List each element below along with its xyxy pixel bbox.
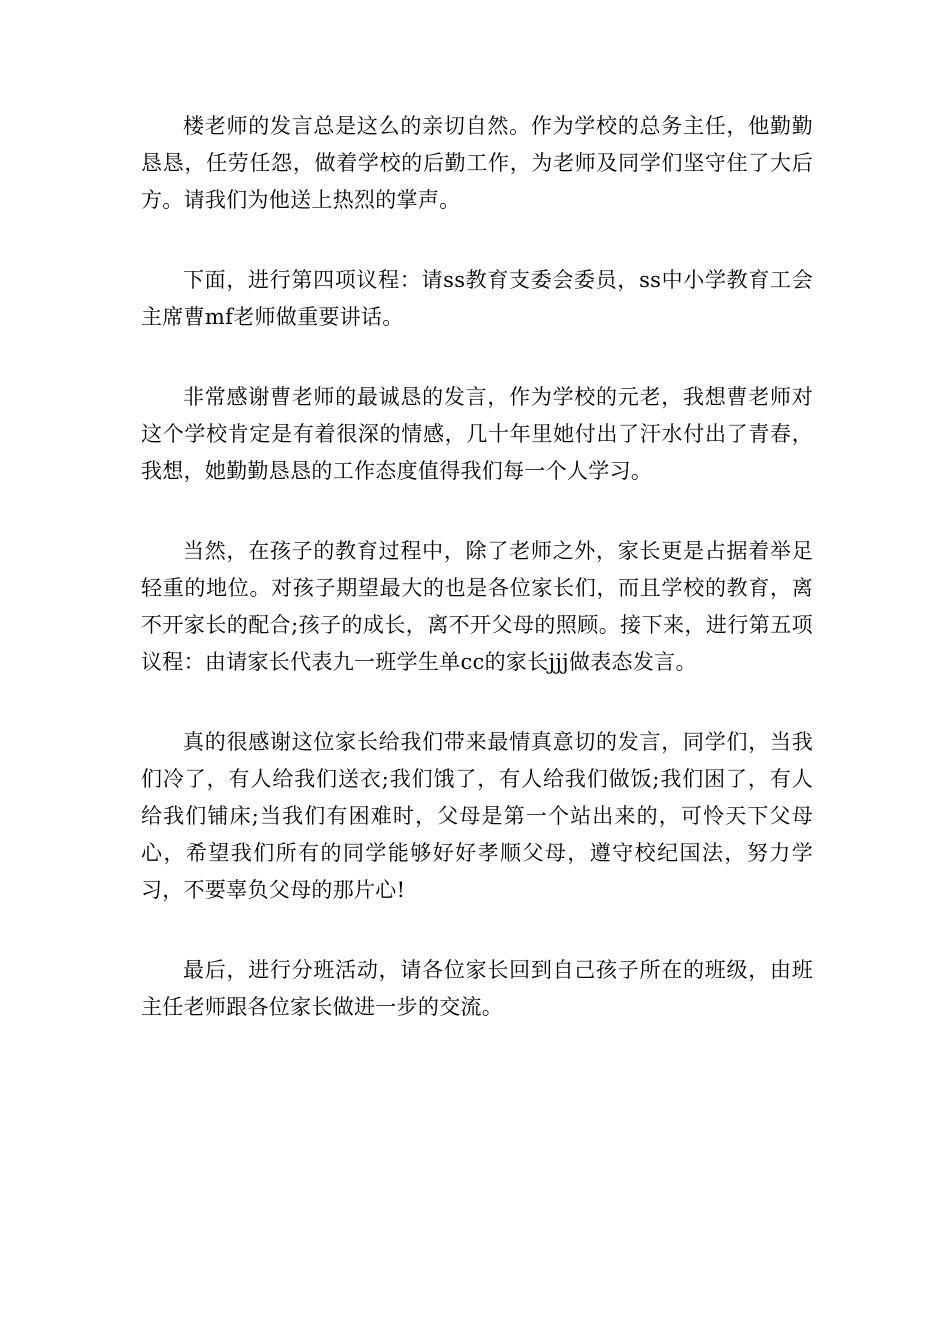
paragraph-5: 真的很感谢这位家长给我们带来最情真意切的发言，同学们，当我们冷了，有人给我们送衣;我们饿了，有人给我们做饭;我们困了，有人给我们铺床;当我们有困难时，父母是第一个站出来的，可怜天下父母心，希望我们所有的同学能够好好孝顺父母，遵守校纪国法，努力学习，不要辜负父母的那片心! bbox=[141, 730, 813, 902]
document-body bbox=[141, 108, 813, 1069]
paragraph-3: 非常感谢曹老师的最诚恳的发言，作为学校的元老，我想曹老师对这个学校肯定是有着很深的情感，几十年里她付出了汗水付出了青春，我想，她勤勤恳恳的工作态度值得我们每一个人学习。 bbox=[141, 385, 813, 483]
paragraph-6: 最后，进行分班活动，请各位家长回到自己孩子所在的班级，由班主任老师跟各位家长做进一步的交流。 bbox=[141, 958, 813, 1019]
paragraph-4: 当然，在孩子的教育过程中，除了老师之外，家长更是占据着举足轻重的地位。对孩子期望最大的也是各位家长们，而且学校的教育，离不开家长的配合;孩子的成长，离不开父母的照顾。接下来，进行第五项议程：由请家长代表九一班学生单cc的家长jjj做表态发言。 bbox=[141, 539, 813, 674]
paragraph-2: 下面，进行第四项议程：请ss教育支委会委员，ss中小学教育工会主席曹mf老师做重要讲话。 bbox=[141, 268, 813, 329]
paragraph-1: 楼老师的发言总是这么的亲切自然。作为学校的总务主任，他勤勤恳恳，任劳任怨，做着学校的后勤工作，为老师及同学们坚守住了大后方。请我们为他送上热烈的掌声。 bbox=[141, 114, 813, 212]
